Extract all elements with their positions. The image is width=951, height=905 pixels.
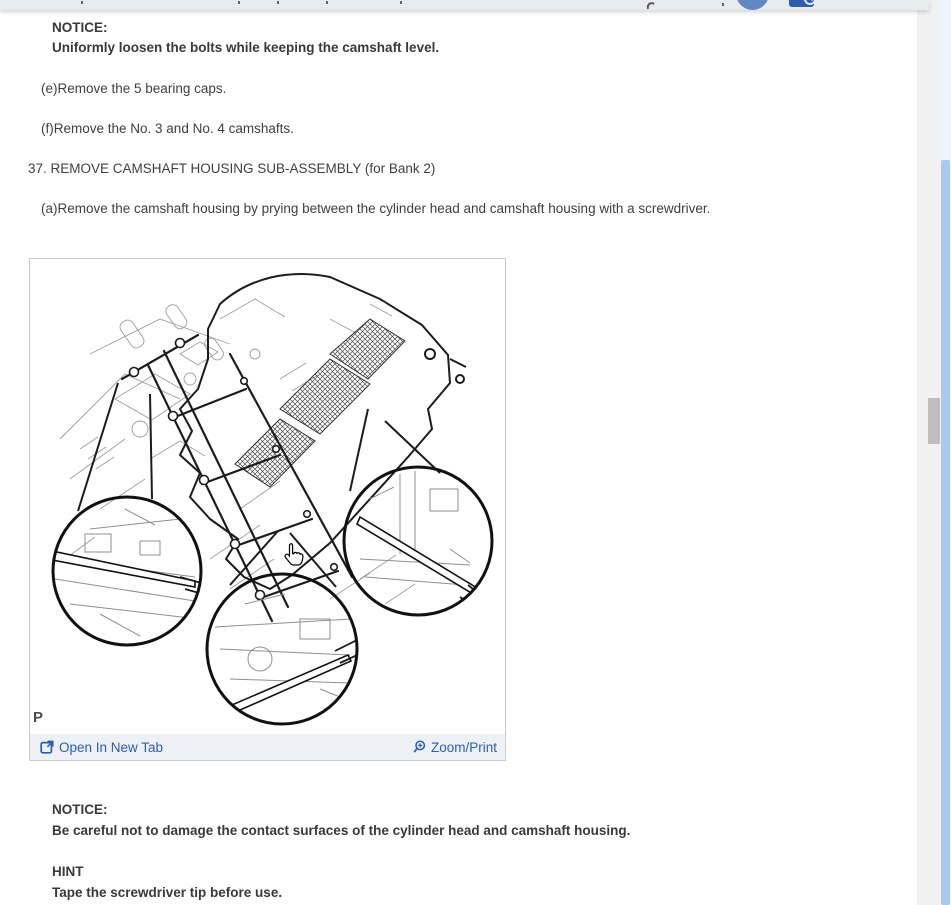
notice2-text: Be careful not to damage the contact surfaces of the cylinder head and camshaft housing. [52, 823, 631, 838]
top-toolbar [0, 0, 929, 10]
notice-text: Uniformly loosen the bolts while keeping the camshaft level. [52, 40, 440, 55]
toolbar-fragment [326, 1, 328, 4]
question-mark-icon[interactable] [646, 0, 660, 10]
zoom-print-link[interactable] [412, 740, 497, 755]
hint-text: Tape the screwdriver tip before use. [52, 885, 283, 900]
toolbar-fragment [400, 1, 402, 4]
notice-label: NOTICE: [52, 20, 108, 35]
open-in-new-tab-link[interactable] [40, 740, 163, 755]
download-icon[interactable] [789, 0, 814, 7]
avatar[interactable] [736, 0, 769, 10]
step-37-title: 37. REMOVE CAMSHAFT HOUSING SUB-ASSEMBLY (for Bank 2) [28, 161, 436, 176]
download-badge-icon [804, 0, 816, 5]
step-e: (e)Remove the 5 bearing caps. [41, 81, 227, 96]
open-in-new-tab-label: Open In New Tab [59, 739, 164, 755]
toolbar-fragment [81, 1, 83, 4]
zoom-print-label: Zoom/Print [430, 739, 497, 755]
outer-scrollbar-track[interactable] [940, 0, 951, 905]
step-f: (f)Remove the No. 3 and No. 4 camshafts. [41, 121, 294, 136]
toolbar-fragment [722, 3, 724, 6]
step-a: (a)Remove the camshaft housing by prying between the cylinder head and camshaft housing with a screwdriver. [41, 201, 711, 216]
zoom-in-icon [412, 740, 426, 754]
outer-scrollbar-thumb[interactable] [941, 160, 950, 905]
figure-toolbar [30, 734, 505, 760]
hint-label: HINT [52, 864, 84, 879]
open-in-new-tab-icon [40, 740, 54, 754]
notice2-label: NOTICE: [52, 802, 108, 817]
toolbar-fragment [277, 1, 279, 4]
toolbar-fragment [238, 1, 240, 4]
inner-scrollbar-track[interactable] [917, 0, 940, 905]
figure-panel [29, 258, 506, 761]
engine-diagram-figure[interactable] [30, 259, 505, 734]
figure-caption-fragment: P [33, 709, 44, 726]
